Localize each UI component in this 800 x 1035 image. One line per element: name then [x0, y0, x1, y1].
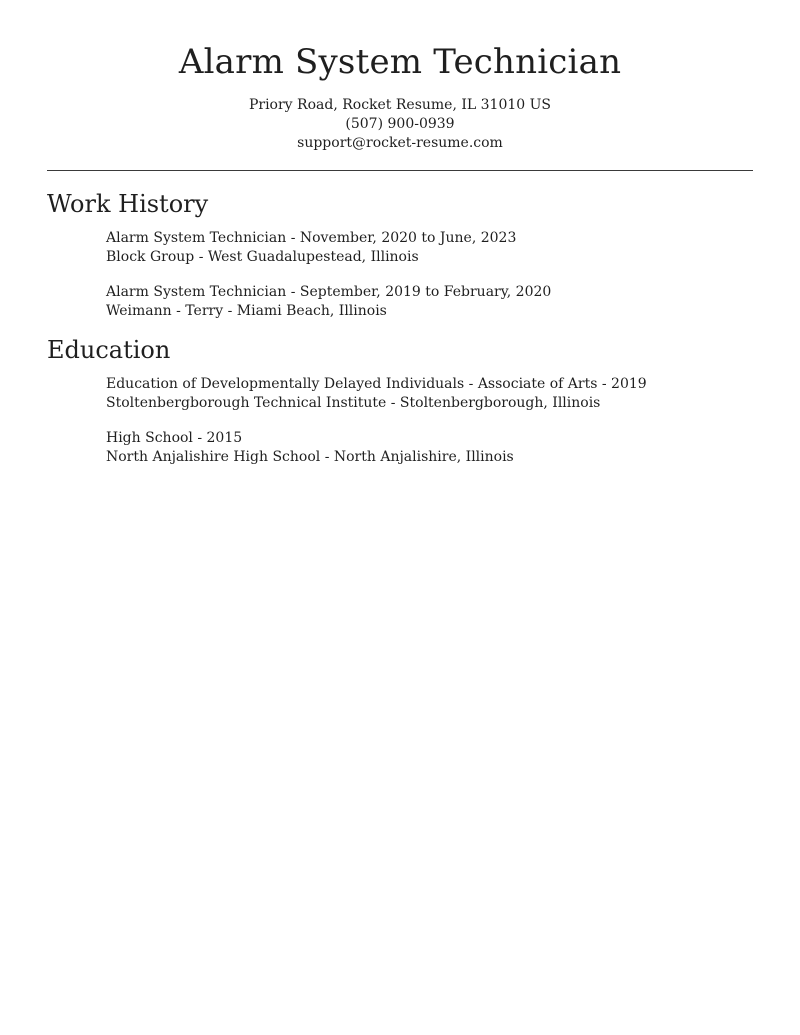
employer-location: Block Group - West Guadalupestead, Illinois — [106, 249, 419, 265]
education-title: Education — [47, 336, 171, 364]
address: Priory Road, Rocket Resume, IL 31010 US — [248, 97, 552, 113]
resume-header — [47, 0, 753, 153]
header-divider — [47, 170, 753, 171]
school-location: Stoltenbergborough Technical Institute - Stoltenbergborough, Illinois — [106, 395, 601, 411]
education-entry — [106, 375, 753, 413]
degree-year: High School - 2015 — [106, 430, 243, 446]
phone-number: (507) 900-0939 — [345, 116, 455, 132]
education-section — [47, 334, 753, 467]
work-history-entry — [106, 283, 753, 321]
work-history-title: Work History — [47, 190, 209, 218]
education-entries — [47, 375, 753, 467]
work-history-entries — [47, 229, 753, 321]
education-entry — [106, 429, 753, 467]
employer-location: Weimann - Terry - Miami Beach, Illinois — [106, 303, 387, 319]
candidate-name: Alarm System Technician — [178, 42, 622, 82]
school-location: North Anjalishire High School - North Anjalishire, Illinois — [106, 449, 514, 465]
job-title-dates: Alarm System Technician - September, 2019 to February, 2020 — [106, 284, 552, 300]
job-title-dates: Alarm System Technician - November, 2020 to June, 2023 — [106, 230, 517, 246]
work-history-section — [47, 188, 753, 321]
work-history-entry — [106, 229, 753, 267]
email-address: support@rocket-resume.com — [297, 135, 503, 151]
degree-year: Education of Developmentally Delayed Individuals - Associate of Arts - 2019 — [106, 376, 647, 392]
